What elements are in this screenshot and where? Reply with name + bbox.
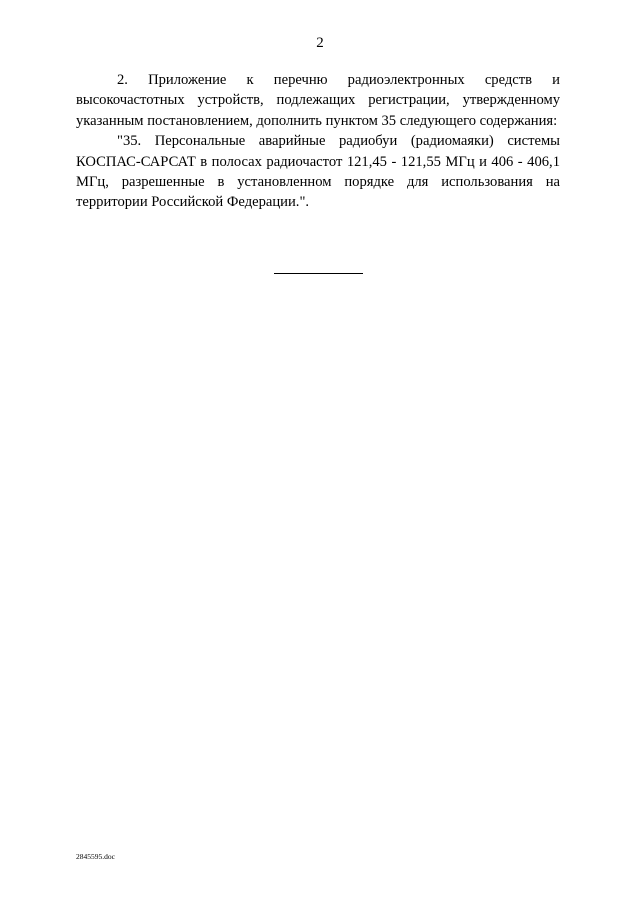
- separator-line: [274, 273, 363, 274]
- document-code: 2845595.doc: [76, 852, 115, 861]
- page-number: 2: [316, 35, 324, 51]
- paragraph-amendment: 2. Приложение к перечню радиоэлектронных средств и высокочастотных устройств, подлежащих регистрации, утвержденному указанным постановлением, дополнить пунктом 35 следующего содержания:: [76, 72, 560, 129]
- paragraph-item-35: "35. Персональные аварийные радиобуи (радиомаяки) системы КОСПАС-САРСАТ в полосах радиочастот 121,45 - 121,55 МГц и 406 - 406,1 МГц, разрешенные в установленном порядке для использования на территории Российской Федерации.".: [76, 133, 560, 211]
- document-body: [76, 70, 560, 213]
